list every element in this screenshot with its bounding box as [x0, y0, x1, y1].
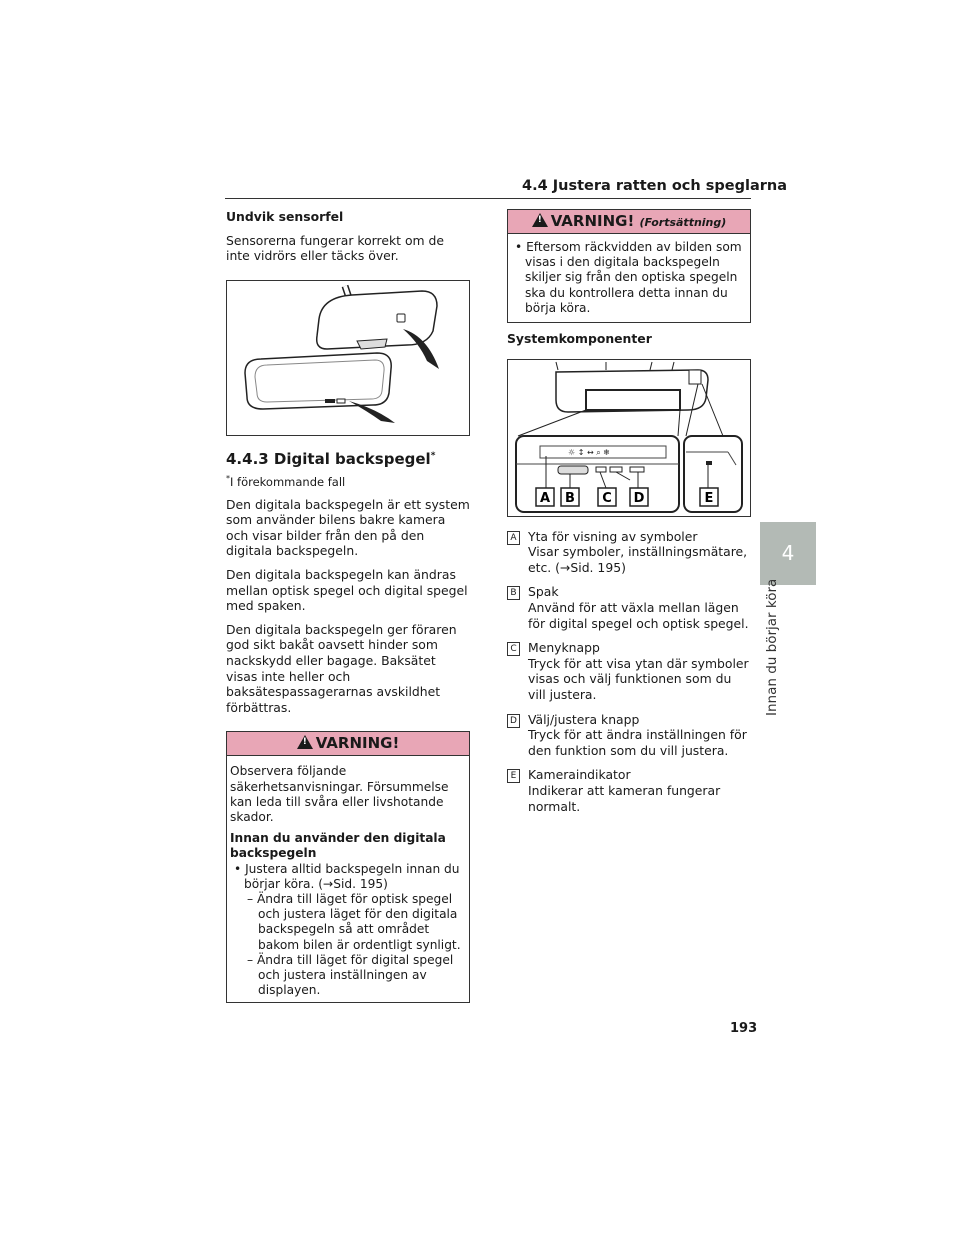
component-item-a: A Yta för visning av symboler Visar symboler, inställningsmätare, etc. (→Sid. 195) — [507, 529, 751, 576]
warning-dash-2: – Ändra till läget för digital spegel och justera inställningen av displayen. — [247, 952, 454, 998]
warning-subhead: Innan du använder den digitala backspegeln — [230, 831, 446, 861]
warning-triangle-icon — [297, 735, 313, 749]
warning-bullet: • Justera alltid backspegeln innan du börjar köra. (→Sid. 195) — [234, 861, 460, 891]
sensor-text: Sensorerna fungerar korrekt om de inte vidrörs eller täcks över. — [226, 232, 445, 264]
warning-intro: Observera följande säkerhetsanvisningar. Försummelse kan leda till svåra eller livshotande skador. — [230, 764, 449, 824]
section-header: 4.4 Justera ratten och speglarna — [522, 178, 788, 194]
right-column — [507, 209, 751, 823]
warning-body — [227, 756, 469, 1002]
intro-paragraph-3: Den digitala backspegeln ger föraren god sikt bakåt oavsett hinder som nackskydd eller bagage. Baksätet visas inte heller och baksätespassagerarnas avskildhet förbättras. — [226, 621, 457, 715]
item-letter: D — [507, 714, 520, 728]
warning-continued-box — [507, 209, 751, 323]
item-letter: E — [507, 769, 520, 783]
item-letter: B — [507, 586, 520, 600]
component-item-b: B Spak Använd för att växla mellan lägen för digital spegel och optisk spegel. — [507, 584, 751, 631]
chapter-tab: 4 — [760, 522, 816, 585]
footnote: *I förekommande fall — [226, 473, 346, 489]
left-column — [226, 209, 470, 1003]
chapter-title: Innan du börjar köra — [764, 578, 780, 716]
diagram-label-b: B — [565, 490, 575, 506]
warning-box — [226, 731, 470, 1003]
mirror-sensor-illustration — [227, 281, 469, 435]
intro-paragraph-1: Den digitala backspegeln är ett system som använder bilens bakre kamera och visar bilder från den på den digitala backspegeln. — [226, 496, 470, 559]
components-figure — [507, 359, 751, 517]
warning-triangle-icon — [532, 213, 548, 227]
mirror-components-diagram — [508, 360, 750, 516]
diagram-label-d: D — [633, 490, 645, 506]
component-list — [507, 529, 751, 815]
component-item-c: C Menyknapp Tryck för att visa ytan där symboler visas och välj funktionen som du vill justera. — [507, 640, 751, 702]
components-heading: Systemkomponenter — [507, 331, 652, 347]
item-letter: C — [507, 642, 520, 656]
warning-continued-body — [508, 234, 750, 322]
warning-continued-header: !VARNING! (Fortsättning) — [508, 210, 750, 234]
warning-continued-bullet: • Eftersom räckvidden av bilden som visas i den digitala backspegeln skiljer sig från den optiska spegeln ska du kontrollera detta innan du börja köra. — [515, 240, 742, 315]
sensor-figure — [226, 280, 470, 436]
component-item-d: D Välj/justera knapp Tryck för att ändra inställningen för den funktion som du vill justera. — [507, 712, 751, 759]
diagram-label-c: C — [602, 490, 612, 506]
header-rule — [225, 198, 751, 199]
svg-text:☼ ↕ ↔ ⌕ ❄: ☼ ↕ ↔ ⌕ ❄ — [568, 447, 610, 457]
diagram-label-a: A — [539, 490, 551, 506]
page-number: 193 — [730, 1021, 758, 1036]
section-title: 4.4.3 Digital backspegel* — [226, 449, 436, 468]
diagram-label-e: E — [704, 490, 714, 506]
sensor-heading: Undvik sensorfel — [226, 209, 344, 224]
warning-dash-1: – Ändra till läget för optisk spegel och justera läget för den digitala backspegeln så att området bakom bilen är ordentligt synligt. — [247, 891, 461, 952]
component-item-e: E Kameraindikator Indikerar att kameran fungerar normalt. — [507, 767, 751, 814]
item-letter: A — [507, 531, 520, 545]
warning-header: !VARNING! — [227, 732, 469, 756]
intro-paragraph-2: Den digitala backspegeln kan ändras mellan optisk spegel och digital spegel med spaken. — [226, 566, 468, 614]
